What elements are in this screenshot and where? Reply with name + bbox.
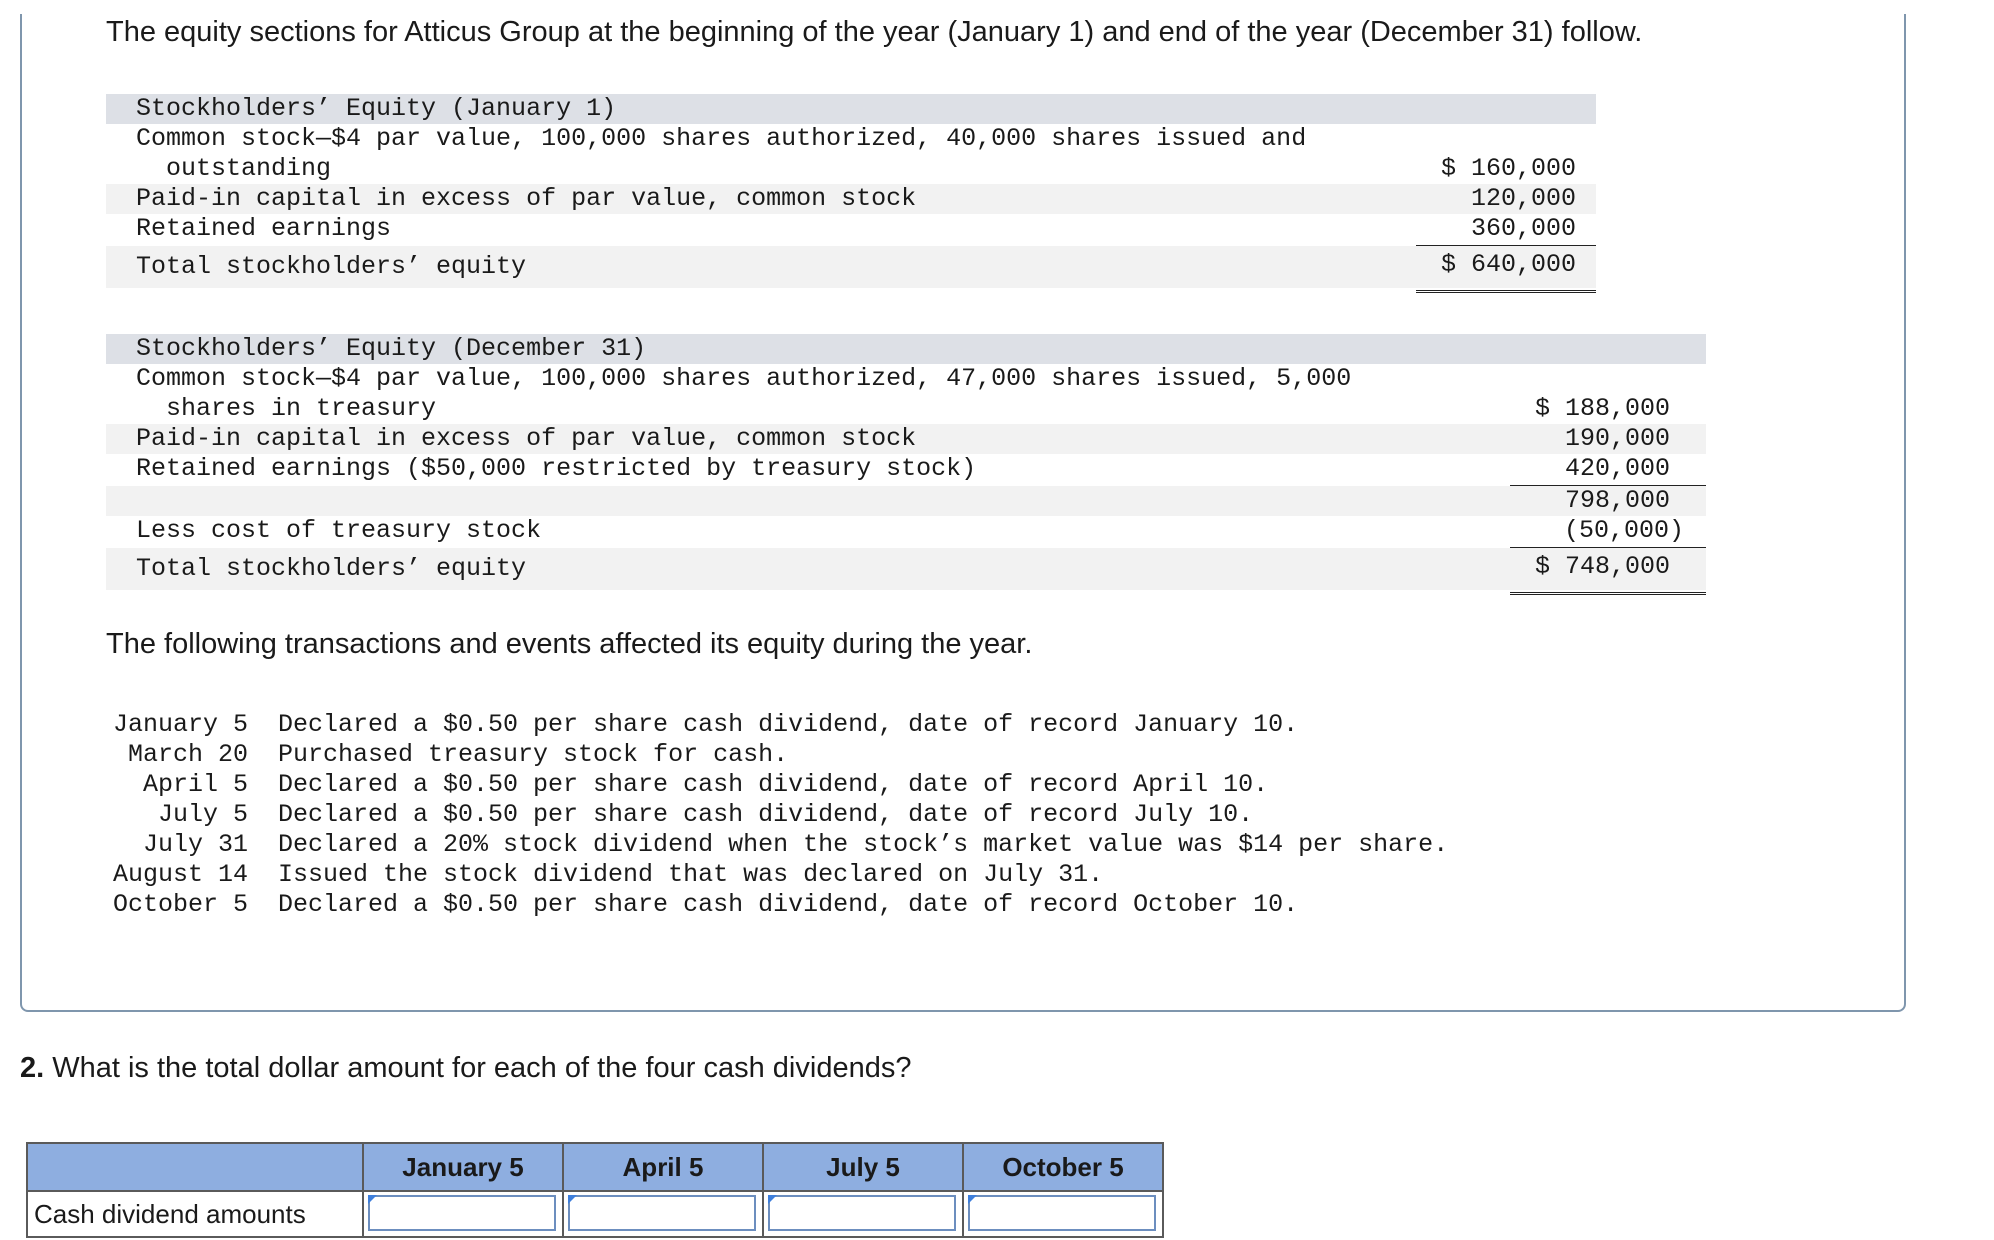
jan-common-row xyxy=(106,124,1596,184)
event-text: Declared a $0.50 per share cash dividend, date of record July 10. xyxy=(278,800,1254,829)
dec-paid-in-row xyxy=(106,424,1706,454)
event-item xyxy=(106,770,1268,800)
header-july-5: July 5 xyxy=(763,1143,963,1191)
dec-paid-in-label: Paid-in capital in excess of par value, common stock xyxy=(136,424,917,453)
dec-total-double-rule xyxy=(1510,592,1706,595)
dec-title-row xyxy=(106,334,1706,364)
dec-retained-row xyxy=(106,454,1706,484)
input-flag-icon xyxy=(968,1195,977,1204)
cell-october-5 xyxy=(963,1191,1163,1237)
event-date: March 20 xyxy=(127,740,248,769)
event-date: October 5 xyxy=(112,890,248,919)
row-label: Cash dividend amounts xyxy=(27,1191,363,1237)
event-item xyxy=(106,740,788,770)
input-flag-icon xyxy=(568,1195,577,1204)
event-item xyxy=(106,830,1448,860)
intro-text: The equity sections for Atticus Group at the beginning of the year (January 1) and end of the year (December 31) follow. xyxy=(106,16,1643,48)
jan-total-double-rule xyxy=(1416,290,1596,293)
dec-total-amount: $ 748,000 xyxy=(1534,552,1670,581)
cell-january-5 xyxy=(363,1191,563,1237)
cash-dividend-table xyxy=(26,1142,1164,1238)
dec-subtotal-amount: 798,000 xyxy=(1564,486,1670,515)
event-text: Declared a $0.50 per share cash dividend, date of record October 10. xyxy=(278,890,1299,919)
event-text: Purchased treasury stock for cash. xyxy=(278,740,789,769)
jan-total-row xyxy=(106,246,1596,288)
event-text: Declared a $0.50 per share cash dividend, date of record April 10. xyxy=(278,770,1269,799)
july-5-amount-input[interactable] xyxy=(768,1195,956,1231)
jan-retained-row xyxy=(106,214,1596,244)
jan-paid-in-label: Paid-in capital in excess of par value, common stock xyxy=(136,184,917,213)
dec-treasury-label: Less cost of treasury stock xyxy=(136,516,542,545)
event-text: Declared a 20% stock dividend when the stock’s market value was $14 per share. xyxy=(278,830,1449,859)
question-2 xyxy=(20,1052,911,1085)
jan-title-row xyxy=(106,94,1596,124)
header-april-5: April 5 xyxy=(563,1143,763,1191)
header-blank xyxy=(27,1143,363,1191)
dec-total-label: Total stockholders’ equity xyxy=(136,554,527,583)
jan-common-amount: $ 160,000 xyxy=(1440,154,1576,183)
jan-total-label: Total stockholders’ equity xyxy=(136,252,527,281)
header-october-5: October 5 xyxy=(963,1143,1163,1191)
dec-treasury-row xyxy=(106,516,1706,546)
transactions-intro: The following transactions and events affected its equity during the year. xyxy=(106,628,1033,660)
jan-common-label-2: outstanding xyxy=(166,154,332,183)
dec-common-label-2: shares in treasury xyxy=(166,394,437,423)
dec-retained-label: Retained earnings ($50,000 restricted by treasury stock) xyxy=(136,454,977,483)
october-5-amount-input[interactable] xyxy=(968,1195,1156,1231)
input-flag-icon xyxy=(768,1195,777,1204)
event-item xyxy=(106,800,1253,830)
jan-retained-amount: 360,000 xyxy=(1470,214,1576,243)
cell-july-5 xyxy=(763,1191,963,1237)
event-text: Issued the stock dividend that was declared on July 31. xyxy=(278,860,1104,889)
event-date: January 5 xyxy=(112,710,248,739)
jan-paid-in-amount: 120,000 xyxy=(1470,184,1576,213)
event-text: Declared a $0.50 per share cash dividend, date of record January 10. xyxy=(278,710,1299,739)
dec-common-label-1: Common stock—$4 par value, 100,000 shares authorized, 47,000 shares issued, 5,000 xyxy=(136,364,1352,393)
input-flag-icon xyxy=(368,1195,377,1204)
header-january-5: January 5 xyxy=(363,1143,563,1191)
dec-paid-in-amount: 190,000 xyxy=(1564,424,1670,453)
dec-subtotal-row xyxy=(106,486,1706,516)
event-item xyxy=(106,710,1298,740)
jan-retained-label: Retained earnings xyxy=(136,214,392,243)
event-item xyxy=(106,890,1298,920)
jan-common-label-1: Common stock—$4 par value, 100,000 shares authorized, 40,000 shares issued and xyxy=(136,124,1307,153)
jan-paid-in-row xyxy=(106,184,1596,214)
dec-retained-amount: 420,000 xyxy=(1564,454,1670,483)
dec-title: Stockholders’ Equity (December 31) xyxy=(136,334,647,363)
dec-treasury-amount: (50,000) xyxy=(1563,516,1684,545)
jan-total-amount: $ 640,000 xyxy=(1440,250,1576,279)
table-header-row xyxy=(27,1143,1163,1191)
event-date: July 5 xyxy=(157,800,248,829)
dec-common-amount: $ 188,000 xyxy=(1534,394,1670,423)
jan-title: Stockholders’ Equity (January 1) xyxy=(136,94,617,123)
event-date: August 14 xyxy=(112,860,248,889)
question-number: 2. xyxy=(20,1052,45,1084)
event-item xyxy=(106,860,1103,890)
january-5-amount-input[interactable] xyxy=(368,1195,556,1231)
table-row xyxy=(27,1191,1163,1237)
event-date: April 5 xyxy=(142,770,248,799)
event-date: July 31 xyxy=(142,830,248,859)
dec-total-row xyxy=(106,548,1706,590)
question-text: What is the total dollar amount for each of the four cash dividends? xyxy=(52,1052,912,1084)
dec-common-row xyxy=(106,364,1706,424)
cell-april-5 xyxy=(563,1191,763,1237)
april-5-amount-input[interactable] xyxy=(568,1195,756,1231)
